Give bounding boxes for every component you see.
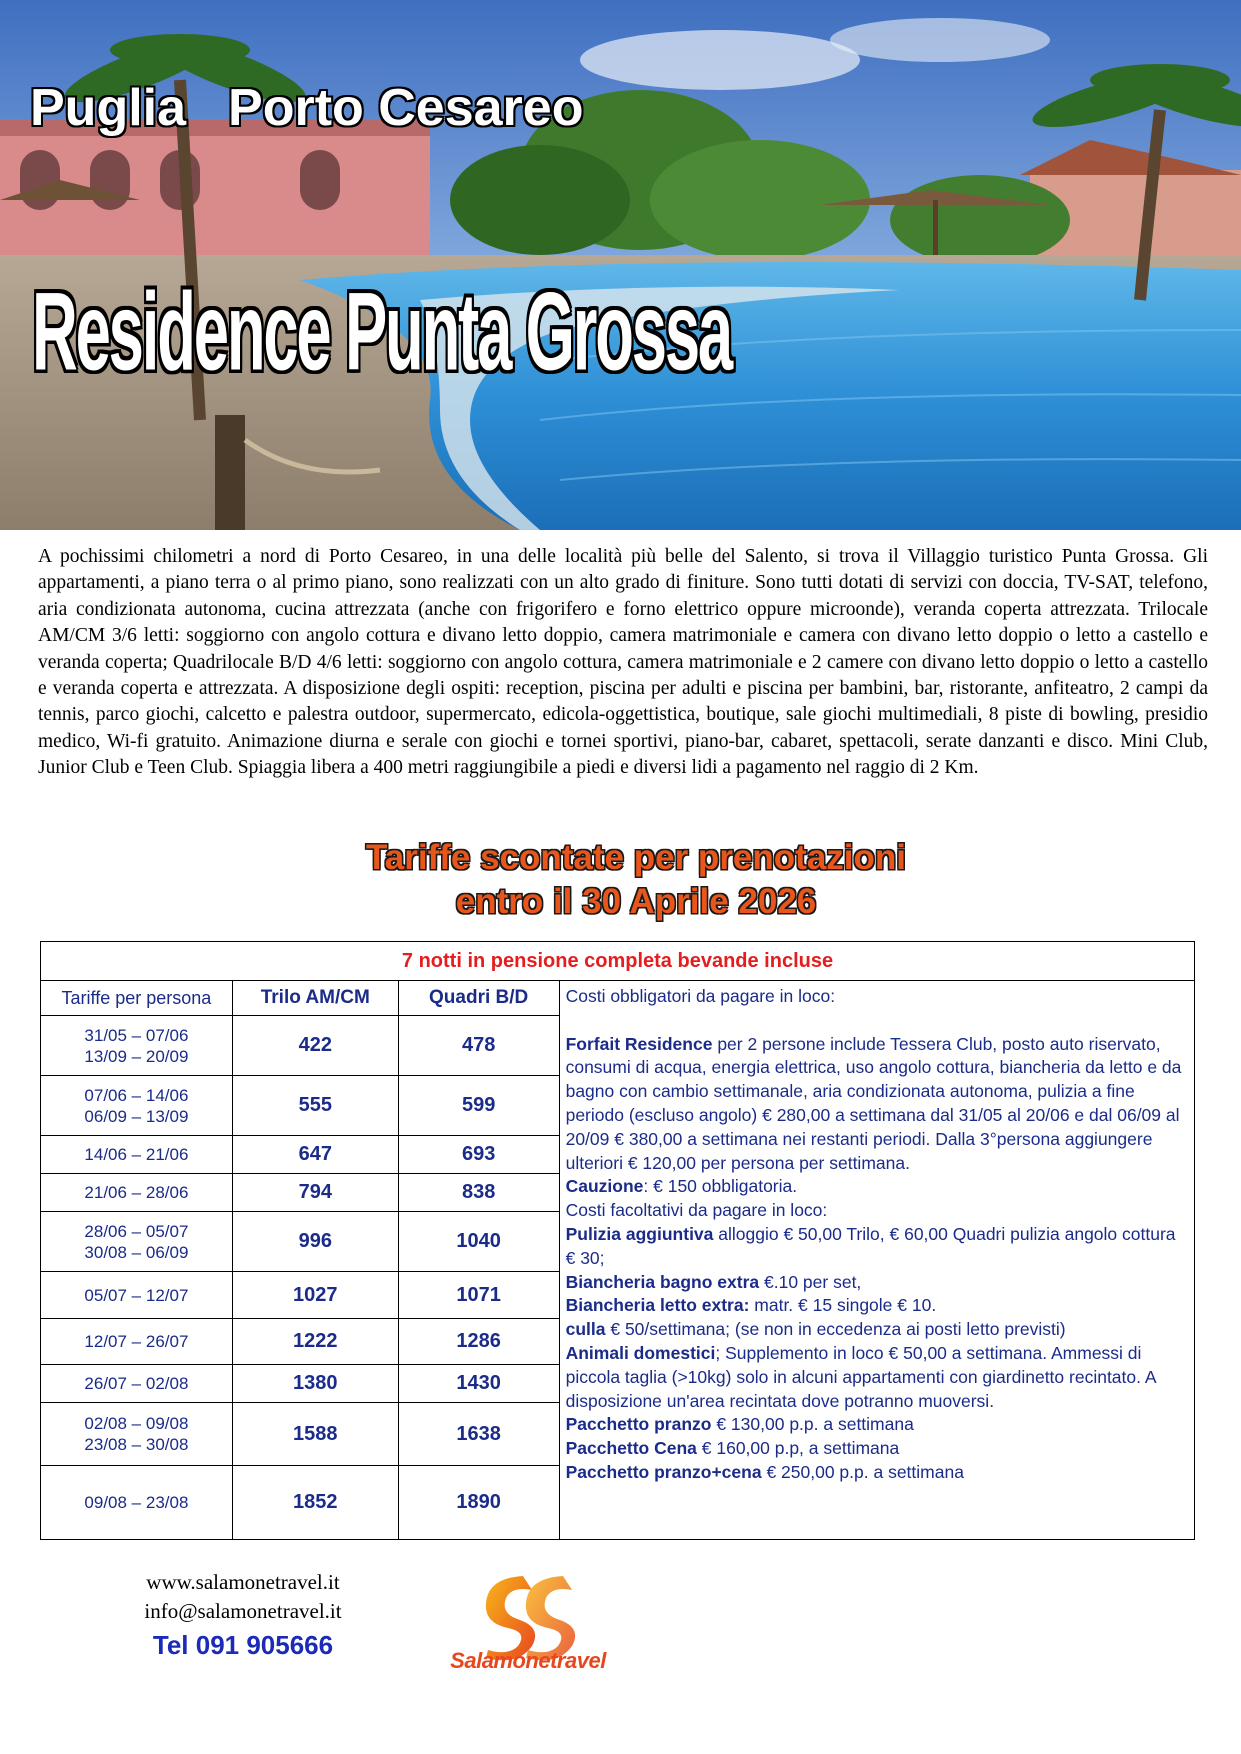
period-line: 30/08 – 06/09 [84, 1242, 189, 1262]
price-quadri: 599 [398, 1076, 559, 1136]
notes-cena [566, 1437, 1188, 1461]
hero-location-title [30, 78, 583, 138]
period-cell [41, 1212, 233, 1272]
hero-photo [0, 0, 1241, 530]
notes-pranzo-cena [566, 1461, 1188, 1485]
period-line: 23/08 – 30/08 [84, 1435, 189, 1454]
animali-text: ; Supplemento in loco € 50,00 a settimana. Ammessi di piccola taglia (>10kg) solo in alcuni appartamenti con giardinetto recintato. A disposizione un'area recintata dove potranno muoversi. [565, 1342, 1156, 1411]
pranzo-cena-label: Pacchetto pranzo+cena [565, 1461, 762, 1482]
notes-facoltativi: Costi facoltativi da pagare in loco: [565, 1200, 828, 1221]
period-line: 02/08 – 09/08 [84, 1414, 189, 1433]
notes-animali [566, 1342, 1188, 1413]
price-trilo: 555 [232, 1076, 398, 1136]
cauzione-label: Cauzione [565, 1176, 644, 1197]
period-line: 05/07 – 12/07 [84, 1285, 189, 1305]
price-trilo: 422 [232, 1016, 398, 1076]
notes-pranzo [566, 1413, 1188, 1437]
notes-pulizia [566, 1223, 1188, 1271]
price-quadri: 693 [398, 1136, 559, 1174]
cauzione-text: : € 150 obbligatoria. [643, 1176, 798, 1197]
cena-label: Pacchetto Cena [565, 1438, 697, 1459]
price-trilo: 1380 [232, 1365, 398, 1403]
logo-text: Salamonetravel [450, 1648, 606, 1673]
letto-label: Biancheria letto extra: [565, 1295, 750, 1316]
price-trilo: 647 [232, 1136, 398, 1174]
period-cell [41, 1076, 233, 1136]
table-caption: 7 notti in pensione completa bevande incluse [41, 942, 1195, 981]
hero-town: Porto Cesareo [228, 79, 584, 137]
period-cell [41, 1319, 233, 1365]
pulizia-text: alloggio € 50,00 Trilo, € 60,00 Quadri pulizia angolo cottura € 30; [565, 1223, 1176, 1268]
period-line: 13/09 – 20/09 [84, 1046, 189, 1066]
period-line: 09/08 – 23/08 [84, 1493, 189, 1512]
headline-line-2: entro il 30 Aprile 2026 [455, 882, 817, 921]
period-cell [41, 1466, 233, 1540]
forfait-text: per 2 persone include Tessera Club, posto auto riservato, consumi di acqua, energia elettrica, uso angolo cottura, biancheria da letto e da bagno con cambio settimanale, aria condizionata autonoma, pulizia a fine periodo (escluso angolo) € 280,00 a settimana dal 31/05 al 20/06 e dal 06/09 al 20/09 € 380,00 a settimana nei restanti periodi. Dalla 3°persona aggiungere ulteriori € 120,00 per persona per settimana. [565, 1033, 1182, 1173]
price-trilo: 1588 [232, 1403, 398, 1466]
notes-culla [566, 1318, 1188, 1342]
culla-label: culla [565, 1319, 606, 1340]
period-cell [41, 1365, 233, 1403]
notes-intro: Costi obbligatori da pagare in loco: [565, 986, 836, 1006]
period-line: 07/06 – 14/06 [84, 1085, 189, 1105]
price-trilo: 1222 [232, 1319, 398, 1365]
bagno-label: Biancheria bagno extra [565, 1271, 760, 1292]
pranzo-label: Pacchetto pranzo [565, 1414, 712, 1435]
price-quadri: 1071 [398, 1272, 559, 1319]
notes-letto [566, 1294, 1188, 1318]
price-trilo: 794 [232, 1174, 398, 1212]
pranzo-text: € 130,00 p.p. a settimana [711, 1414, 914, 1435]
price-quadri: 478 [398, 1016, 559, 1076]
headline-line-1: Tariffe scontate per prenotazioni [366, 838, 906, 877]
pulizia-label: Pulizia aggiuntiva [565, 1223, 714, 1244]
period-line: 14/06 – 21/06 [84, 1145, 189, 1164]
culla-text: € 50/settimana; (se non in eccedenza ai posti letto previsti) [605, 1319, 1066, 1340]
animali-label: Animali domestici [565, 1342, 716, 1363]
price-quadri: 1286 [398, 1319, 559, 1365]
period-cell [41, 1016, 233, 1076]
phone-number[interactable]: Tel 091 905666 [152, 1630, 334, 1660]
price-quadri: 838 [398, 1174, 559, 1212]
header-tariffe: Tariffe per persona [41, 981, 233, 1016]
period-line: 12/07 – 26/07 [84, 1332, 189, 1351]
header-trilo: Trilo AM/CM [232, 981, 398, 1016]
contact-block [118, 1568, 368, 1626]
price-quadri: 1638 [398, 1403, 559, 1466]
rates-table [40, 941, 1195, 1540]
hero-residence-title: Residence Punta Grossa [32, 269, 732, 393]
period-line: 28/06 – 05/07 [84, 1221, 189, 1241]
period-cell [41, 1272, 233, 1319]
notes-cauzione [566, 1175, 1188, 1199]
pranzo-cena-text: € 250,00 p.p. a settimana [761, 1461, 964, 1482]
email-link[interactable]: info@salamonetravel.it [144, 1599, 342, 1623]
residence-description: A pochissimi chilometri a nord di Porto Cesareo, in una delle località più belle del Salento, si trova il Villaggio turistico Punta Grossa. Gli appartamenti, a piano terra o al primo piano, sono realizzati con un alto grado di finiture. Sono tutti dotati di servizi con doccia, TV-SAT, telefono, aria condizionata autonoma, cucina attrezzata (anche con frigorifero e forno elettrico oppure microonde), veranda coperta attrezzata. Trilocale AM/CM 3/6 letti: soggiorno con angolo cottura e divano letto doppio, camera matrimoniale e camera con divano letto doppio o letto a castello e veranda coperta; Quadrilocale B/D 4/6 letti: soggiorno con angolo cottura, camera matrimoniale e 2 camere con divano letto doppio o letto a castello e veranda coperta e attrezzata. A disposizione degli ospiti: reception, piscina per adulti e piscina per bambini, bar, ristorante, anfiteatro, 2 campi da tennis, parco giochi, calcetto e palestra outdoor, supermercato, edicola-oggettistica, boutique, sale giochi multimediali, 8 piste di bowling, presidio medico, Wi-fi gratuito. Animazione diurna e serale con giochi e tornei sportivi, piano-bar, cabaret, spettacoli, serate danzanti e disco. Mini Club, Junior Club e Teen Club. Spiaggia libera a 400 metri raggiungibile a piedi e diversi lidi a pagamento nel raggio di 2 Km. [38, 546, 1208, 779]
cena-text: € 160,00 p.p, a settimana [696, 1438, 900, 1459]
notes-forfait [566, 1033, 1188, 1176]
price-trilo: 1852 [232, 1466, 398, 1540]
bagno-text: €.10 per set, [759, 1271, 862, 1292]
price-quadri: 1890 [398, 1466, 559, 1540]
website-link[interactable]: www.salamonetravel.it [146, 1570, 340, 1594]
period-line: 21/06 – 28/06 [84, 1183, 189, 1202]
period-line: 06/09 – 13/09 [84, 1106, 189, 1126]
letto-text: matr. € 15 singole € 10. [749, 1295, 937, 1316]
period-cell [41, 1403, 233, 1466]
price-quadri: 1430 [398, 1365, 559, 1403]
price-trilo: 1027 [232, 1272, 398, 1319]
period-line: 31/05 – 07/06 [84, 1025, 189, 1045]
price-quadri: 1040 [398, 1212, 559, 1272]
notes-bagno [566, 1271, 1188, 1295]
header-quadri: Quadri B/D [398, 981, 559, 1016]
price-trilo: 996 [232, 1212, 398, 1272]
discount-headline [0, 836, 1241, 924]
period-cell [41, 1136, 233, 1174]
period-cell [41, 1174, 233, 1212]
hero-region: Puglia [30, 79, 187, 137]
period-line: 26/07 – 02/08 [84, 1374, 189, 1393]
forfait-label: Forfait Residence [565, 1033, 713, 1054]
costs-notes [559, 981, 1194, 1540]
